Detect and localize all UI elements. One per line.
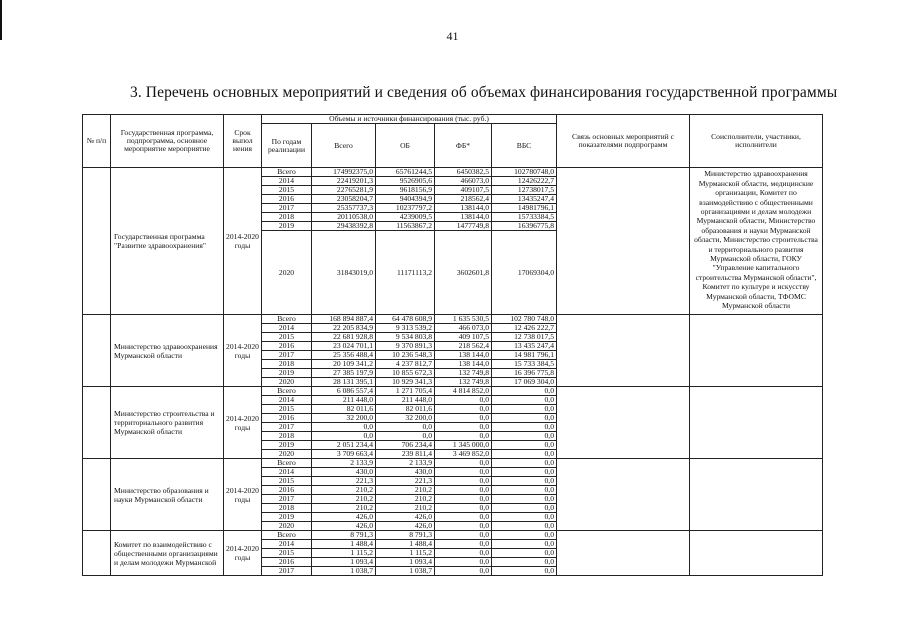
program-name-cell: Министерство образования и науки Мурманской области [111, 459, 224, 531]
ob-cell: 9 534 803,8 [376, 333, 435, 342]
year-cell: 2015 [262, 186, 312, 195]
vbs-cell: 0,0 [492, 549, 557, 558]
fb-cell: 1 345 000,0 [435, 441, 492, 450]
total-cell: 1 115,2 [312, 549, 376, 558]
year-cell: 2017 [262, 204, 312, 213]
fb-cell: 138 144,0 [435, 360, 492, 369]
year-cell: 2014 [262, 396, 312, 405]
fb-cell: 1477749,8 [435, 222, 492, 231]
year-cell: 2017 [262, 423, 312, 432]
vbs-cell: 13 435 247,4 [492, 342, 557, 351]
fb-cell: 218562,4 [435, 195, 492, 204]
ob-cell: 82 011,6 [376, 405, 435, 414]
header-vbs: ВБС [492, 124, 557, 168]
vbs-cell: 0,0 [492, 504, 557, 513]
year-cell: 2015 [262, 477, 312, 486]
total-cell: 426,0 [312, 513, 376, 522]
year-cell: 2018 [262, 432, 312, 441]
ob-cell: 0,0 [376, 423, 435, 432]
year-cell: 2016 [262, 558, 312, 567]
ob-cell: 1 093,4 [376, 558, 435, 567]
fb-cell: 0,0 [435, 567, 492, 576]
link-cell [557, 315, 690, 387]
ob-cell: 221,3 [376, 477, 435, 486]
fb-cell: 6450382,5 [435, 168, 492, 177]
vbs-cell: 0,0 [492, 423, 557, 432]
year-cell: 2019 [262, 513, 312, 522]
ob-cell: 1 271 705,4 [376, 387, 435, 396]
fb-cell: 3 469 852,0 [435, 450, 492, 459]
year-cell: 2015 [262, 549, 312, 558]
header-executors: Соисполнители, участники, исполнители [690, 115, 823, 168]
year-cell: 2016 [262, 486, 312, 495]
vbs-cell: 0,0 [492, 459, 557, 468]
executors-cell [690, 531, 823, 576]
vbs-cell: 0,0 [492, 468, 557, 477]
fb-cell: 0,0 [435, 486, 492, 495]
fb-cell: 409 107,5 [435, 333, 492, 342]
vbs-cell: 12 738 017,5 [492, 333, 557, 342]
link-cell [557, 531, 690, 576]
fb-cell: 0,0 [435, 513, 492, 522]
row-number-cell [83, 387, 111, 459]
year-cell: 2014 [262, 540, 312, 549]
fb-cell: 0,0 [435, 432, 492, 441]
vbs-cell: 12738017,5 [492, 186, 557, 195]
total-cell: 168 894 887,4 [312, 315, 376, 324]
year-cell: 2016 [262, 414, 312, 423]
total-cell: 20 109 341,2 [312, 360, 376, 369]
fb-cell: 409107,5 [435, 186, 492, 195]
vbs-cell: 0,0 [492, 405, 557, 414]
vbs-cell: 0,0 [492, 396, 557, 405]
vbs-cell: 14981796,1 [492, 204, 557, 213]
vbs-cell: 0,0 [492, 432, 557, 441]
year-cell: 2014 [262, 324, 312, 333]
total-cell: 25357737,3 [312, 204, 376, 213]
vbs-cell: 0,0 [492, 441, 557, 450]
term-cell: 2014-2020 годы [224, 168, 262, 315]
year-cell: Всего [262, 531, 312, 540]
total-cell: 3 709 663,4 [312, 450, 376, 459]
vbs-cell: 12426222,7 [492, 177, 557, 186]
year-cell: 2020 [262, 522, 312, 531]
program-name-cell: Государственная программа "Развитие здравоохранения" [111, 168, 224, 315]
fb-cell: 0,0 [435, 495, 492, 504]
total-cell: 22 205 834,9 [312, 324, 376, 333]
fb-cell: 1 635 530,5 [435, 315, 492, 324]
link-cell [557, 168, 690, 315]
executors-cell [690, 459, 823, 531]
year-cell: Всего [262, 168, 312, 177]
fb-cell: 0,0 [435, 414, 492, 423]
fb-cell: 132 749,8 [435, 378, 492, 387]
ob-cell: 706 234,4 [376, 441, 435, 450]
vbs-cell: 17069304,0 [492, 231, 557, 315]
year-cell: 2016 [262, 195, 312, 204]
total-cell: 8 791,3 [312, 531, 376, 540]
term-cell: 2014-2020 годы [224, 315, 262, 387]
fb-cell: 0,0 [435, 558, 492, 567]
total-cell: 20110538,0 [312, 213, 376, 222]
executors-cell: Министерство здравоохранения Мурманской области, медицинские организации, Комитет по взаимодействию с общественными организациями и делам молодежи Мурманской области, Министерство образования и науки Мурманской области, Министерство строительства и территориального развития Мурманской области, ГОКУ "Управление капитального строительства Мурманской области", Комитет по культуре и искусству Мурманской области, ТФОМС Мурманской области [690, 168, 823, 315]
page-title: 3. Перечень основных мероприятий и сведения об объемах финансирования государственной программы [130, 84, 838, 101]
fb-cell: 0,0 [435, 459, 492, 468]
year-cell: 2016 [262, 342, 312, 351]
total-cell: 211 448,0 [312, 396, 376, 405]
link-cell [557, 387, 690, 459]
vbs-cell: 0,0 [492, 486, 557, 495]
ob-cell: 10 855 672,3 [376, 369, 435, 378]
total-cell: 210,2 [312, 495, 376, 504]
total-cell: 174992375,0 [312, 168, 376, 177]
total-cell: 426,0 [312, 522, 376, 531]
ob-cell: 10237797,2 [376, 204, 435, 213]
vbs-cell: 0,0 [492, 387, 557, 396]
row-number-cell [83, 315, 111, 387]
row-number-cell [83, 531, 111, 576]
vbs-cell: 0,0 [492, 540, 557, 549]
fb-cell: 0,0 [435, 531, 492, 540]
vbs-cell: 16396775,8 [492, 222, 557, 231]
vbs-cell: 17 069 304,0 [492, 378, 557, 387]
year-cell: 2018 [262, 213, 312, 222]
total-cell: 0,0 [312, 423, 376, 432]
header-ob: ОБ [376, 124, 435, 168]
vbs-cell: 0,0 [492, 495, 557, 504]
vbs-cell: 12 426 222,7 [492, 324, 557, 333]
year-cell: 2017 [262, 495, 312, 504]
ob-cell: 64 478 608,9 [376, 315, 435, 324]
year-cell: 2018 [262, 360, 312, 369]
header-total: Всего [312, 124, 376, 168]
ob-cell: 210,2 [376, 486, 435, 495]
financing-table [82, 114, 823, 576]
fb-cell: 4 814 852,0 [435, 387, 492, 396]
vbs-cell: 0,0 [492, 477, 557, 486]
year-cell: 2014 [262, 468, 312, 477]
ob-cell: 210,2 [376, 504, 435, 513]
fb-cell: 138144,0 [435, 213, 492, 222]
ob-cell: 10 929 341,3 [376, 378, 435, 387]
ob-cell: 4239009,5 [376, 213, 435, 222]
ob-cell: 9526905,6 [376, 177, 435, 186]
header-fb: ФБ* [435, 124, 492, 168]
year-cell: 2018 [262, 504, 312, 513]
fb-cell: 138 144,0 [435, 351, 492, 360]
year-cell: 2019 [262, 369, 312, 378]
header-term: Срок выпол нения [224, 115, 262, 168]
total-cell: 6 086 557,4 [312, 387, 376, 396]
fb-cell: 0,0 [435, 504, 492, 513]
total-cell: 221,3 [312, 477, 376, 486]
total-cell: 1 038,7 [312, 567, 376, 576]
total-cell: 1 488,4 [312, 540, 376, 549]
table-row [83, 387, 823, 396]
fb-cell: 466 073,0 [435, 324, 492, 333]
term-cell: 2014-2020 годы [224, 531, 262, 576]
total-cell: 25 356 488,4 [312, 351, 376, 360]
year-cell: 2014 [262, 177, 312, 186]
fb-cell: 0,0 [435, 423, 492, 432]
header-volumes: Объемы и источники финансирования (тыс. руб.) [262, 115, 557, 124]
ob-cell: 1 115,2 [376, 549, 435, 558]
ob-cell: 8 791,3 [376, 531, 435, 540]
ob-cell: 4 237 812,7 [376, 360, 435, 369]
fb-cell: 466073,0 [435, 177, 492, 186]
total-cell: 210,2 [312, 486, 376, 495]
program-name-cell: Министерство строительства и территориального развития Мурманской области [111, 387, 224, 459]
executors-cell [690, 315, 823, 387]
ob-cell: 1 038,7 [376, 567, 435, 576]
header-no: № п/п [83, 115, 111, 168]
page-number: 41 [446, 29, 459, 43]
total-cell: 23 024 701,1 [312, 342, 376, 351]
executors-cell [690, 387, 823, 459]
table-row [83, 531, 823, 540]
total-cell: 22419201,3 [312, 177, 376, 186]
vbs-cell: 15 733 384,5 [492, 360, 557, 369]
fb-cell: 218 562,4 [435, 342, 492, 351]
ob-cell: 11171113,2 [376, 231, 435, 315]
year-cell: Всего [262, 315, 312, 324]
ob-cell: 0,0 [376, 432, 435, 441]
year-cell: 2019 [262, 222, 312, 231]
header-program: Государственная программа, подпрограмма, основное мероприятие мероприятие [111, 115, 224, 168]
fb-cell: 0,0 [435, 396, 492, 405]
vbs-cell: 0,0 [492, 414, 557, 423]
vbs-cell: 15733384,5 [492, 213, 557, 222]
link-cell [557, 459, 690, 531]
vbs-cell: 102 780 748,0 [492, 315, 557, 324]
vbs-cell: 0,0 [492, 522, 557, 531]
total-cell: 0,0 [312, 432, 376, 441]
year-cell: Всего [262, 387, 312, 396]
total-cell: 430,0 [312, 468, 376, 477]
ob-cell: 426,0 [376, 513, 435, 522]
year-cell: 2020 [262, 450, 312, 459]
ob-cell: 10 236 548,3 [376, 351, 435, 360]
year-cell: 2015 [262, 405, 312, 414]
total-cell: 31843019,0 [312, 231, 376, 315]
vbs-cell: 0,0 [492, 558, 557, 567]
total-cell: 22 681 928,8 [312, 333, 376, 342]
header-link: Связь основных мероприятий с показателями подпрограмм [557, 115, 690, 168]
fb-cell: 0,0 [435, 405, 492, 414]
total-cell: 32 200,0 [312, 414, 376, 423]
year-cell: 2017 [262, 351, 312, 360]
table-row [83, 315, 823, 324]
fb-cell: 0,0 [435, 549, 492, 558]
fb-cell: 0,0 [435, 468, 492, 477]
row-number-cell [83, 168, 111, 315]
year-cell: 2015 [262, 333, 312, 342]
fb-cell: 0,0 [435, 522, 492, 531]
ob-cell: 65761244,5 [376, 168, 435, 177]
ob-cell: 9 313 539,2 [376, 324, 435, 333]
fb-cell: 132 749,8 [435, 369, 492, 378]
year-cell: 2019 [262, 441, 312, 450]
ob-cell: 430,0 [376, 468, 435, 477]
total-cell: 82 011,6 [312, 405, 376, 414]
vbs-cell: 0,0 [492, 450, 557, 459]
year-cell: 2020 [262, 231, 312, 315]
vbs-cell: 13435247,4 [492, 195, 557, 204]
ob-cell: 210,2 [376, 495, 435, 504]
table-body [83, 115, 823, 576]
total-cell: 1 093,4 [312, 558, 376, 567]
year-cell: Всего [262, 459, 312, 468]
table-row [83, 459, 823, 468]
program-name-cell: Комитет по взаимодействию с общественными организациями и делам молодежи Мурманской [111, 531, 224, 576]
total-cell: 2 051 234,4 [312, 441, 376, 450]
total-cell: 2 133,9 [312, 459, 376, 468]
total-cell: 22765281,9 [312, 186, 376, 195]
total-cell: 28 131 395,1 [312, 378, 376, 387]
term-cell: 2014-2020 годы [224, 459, 262, 531]
ob-cell: 239 811,4 [376, 450, 435, 459]
vbs-cell: 16 396 775,8 [492, 369, 557, 378]
total-cell: 27 385 197,9 [312, 369, 376, 378]
ob-cell: 2 133,9 [376, 459, 435, 468]
total-cell: 23058204,7 [312, 195, 376, 204]
ob-cell: 32 200,0 [376, 414, 435, 423]
ob-cell: 9618156,9 [376, 186, 435, 195]
vbs-cell: 0,0 [492, 567, 557, 576]
fb-cell: 0,0 [435, 477, 492, 486]
fb-cell: 3602601,8 [435, 231, 492, 315]
ob-cell: 1 488,4 [376, 540, 435, 549]
vbs-cell: 102780748,0 [492, 168, 557, 177]
term-cell: 2014-2020 годы [224, 387, 262, 459]
ob-cell: 9 370 891,3 [376, 342, 435, 351]
ob-cell: 211 448,0 [376, 396, 435, 405]
header-by-years: По годам реализации [262, 124, 312, 168]
ob-cell: 426,0 [376, 522, 435, 531]
total-cell: 29438392,8 [312, 222, 376, 231]
fb-cell: 0,0 [435, 540, 492, 549]
row-number-cell [83, 459, 111, 531]
vbs-cell: 0,0 [492, 531, 557, 540]
program-name-cell: Министерство здравоохранения Мурманской области [111, 315, 224, 387]
vbs-cell: 0,0 [492, 513, 557, 522]
total-cell: 210,2 [312, 504, 376, 513]
ob-cell: 11563867,2 [376, 222, 435, 231]
year-cell: 2020 [262, 378, 312, 387]
table-row [83, 168, 823, 177]
vbs-cell: 14 981 796,1 [492, 351, 557, 360]
fb-cell: 138144,0 [435, 204, 492, 213]
ob-cell: 9404394,9 [376, 195, 435, 204]
year-cell: 2017 [262, 567, 312, 576]
